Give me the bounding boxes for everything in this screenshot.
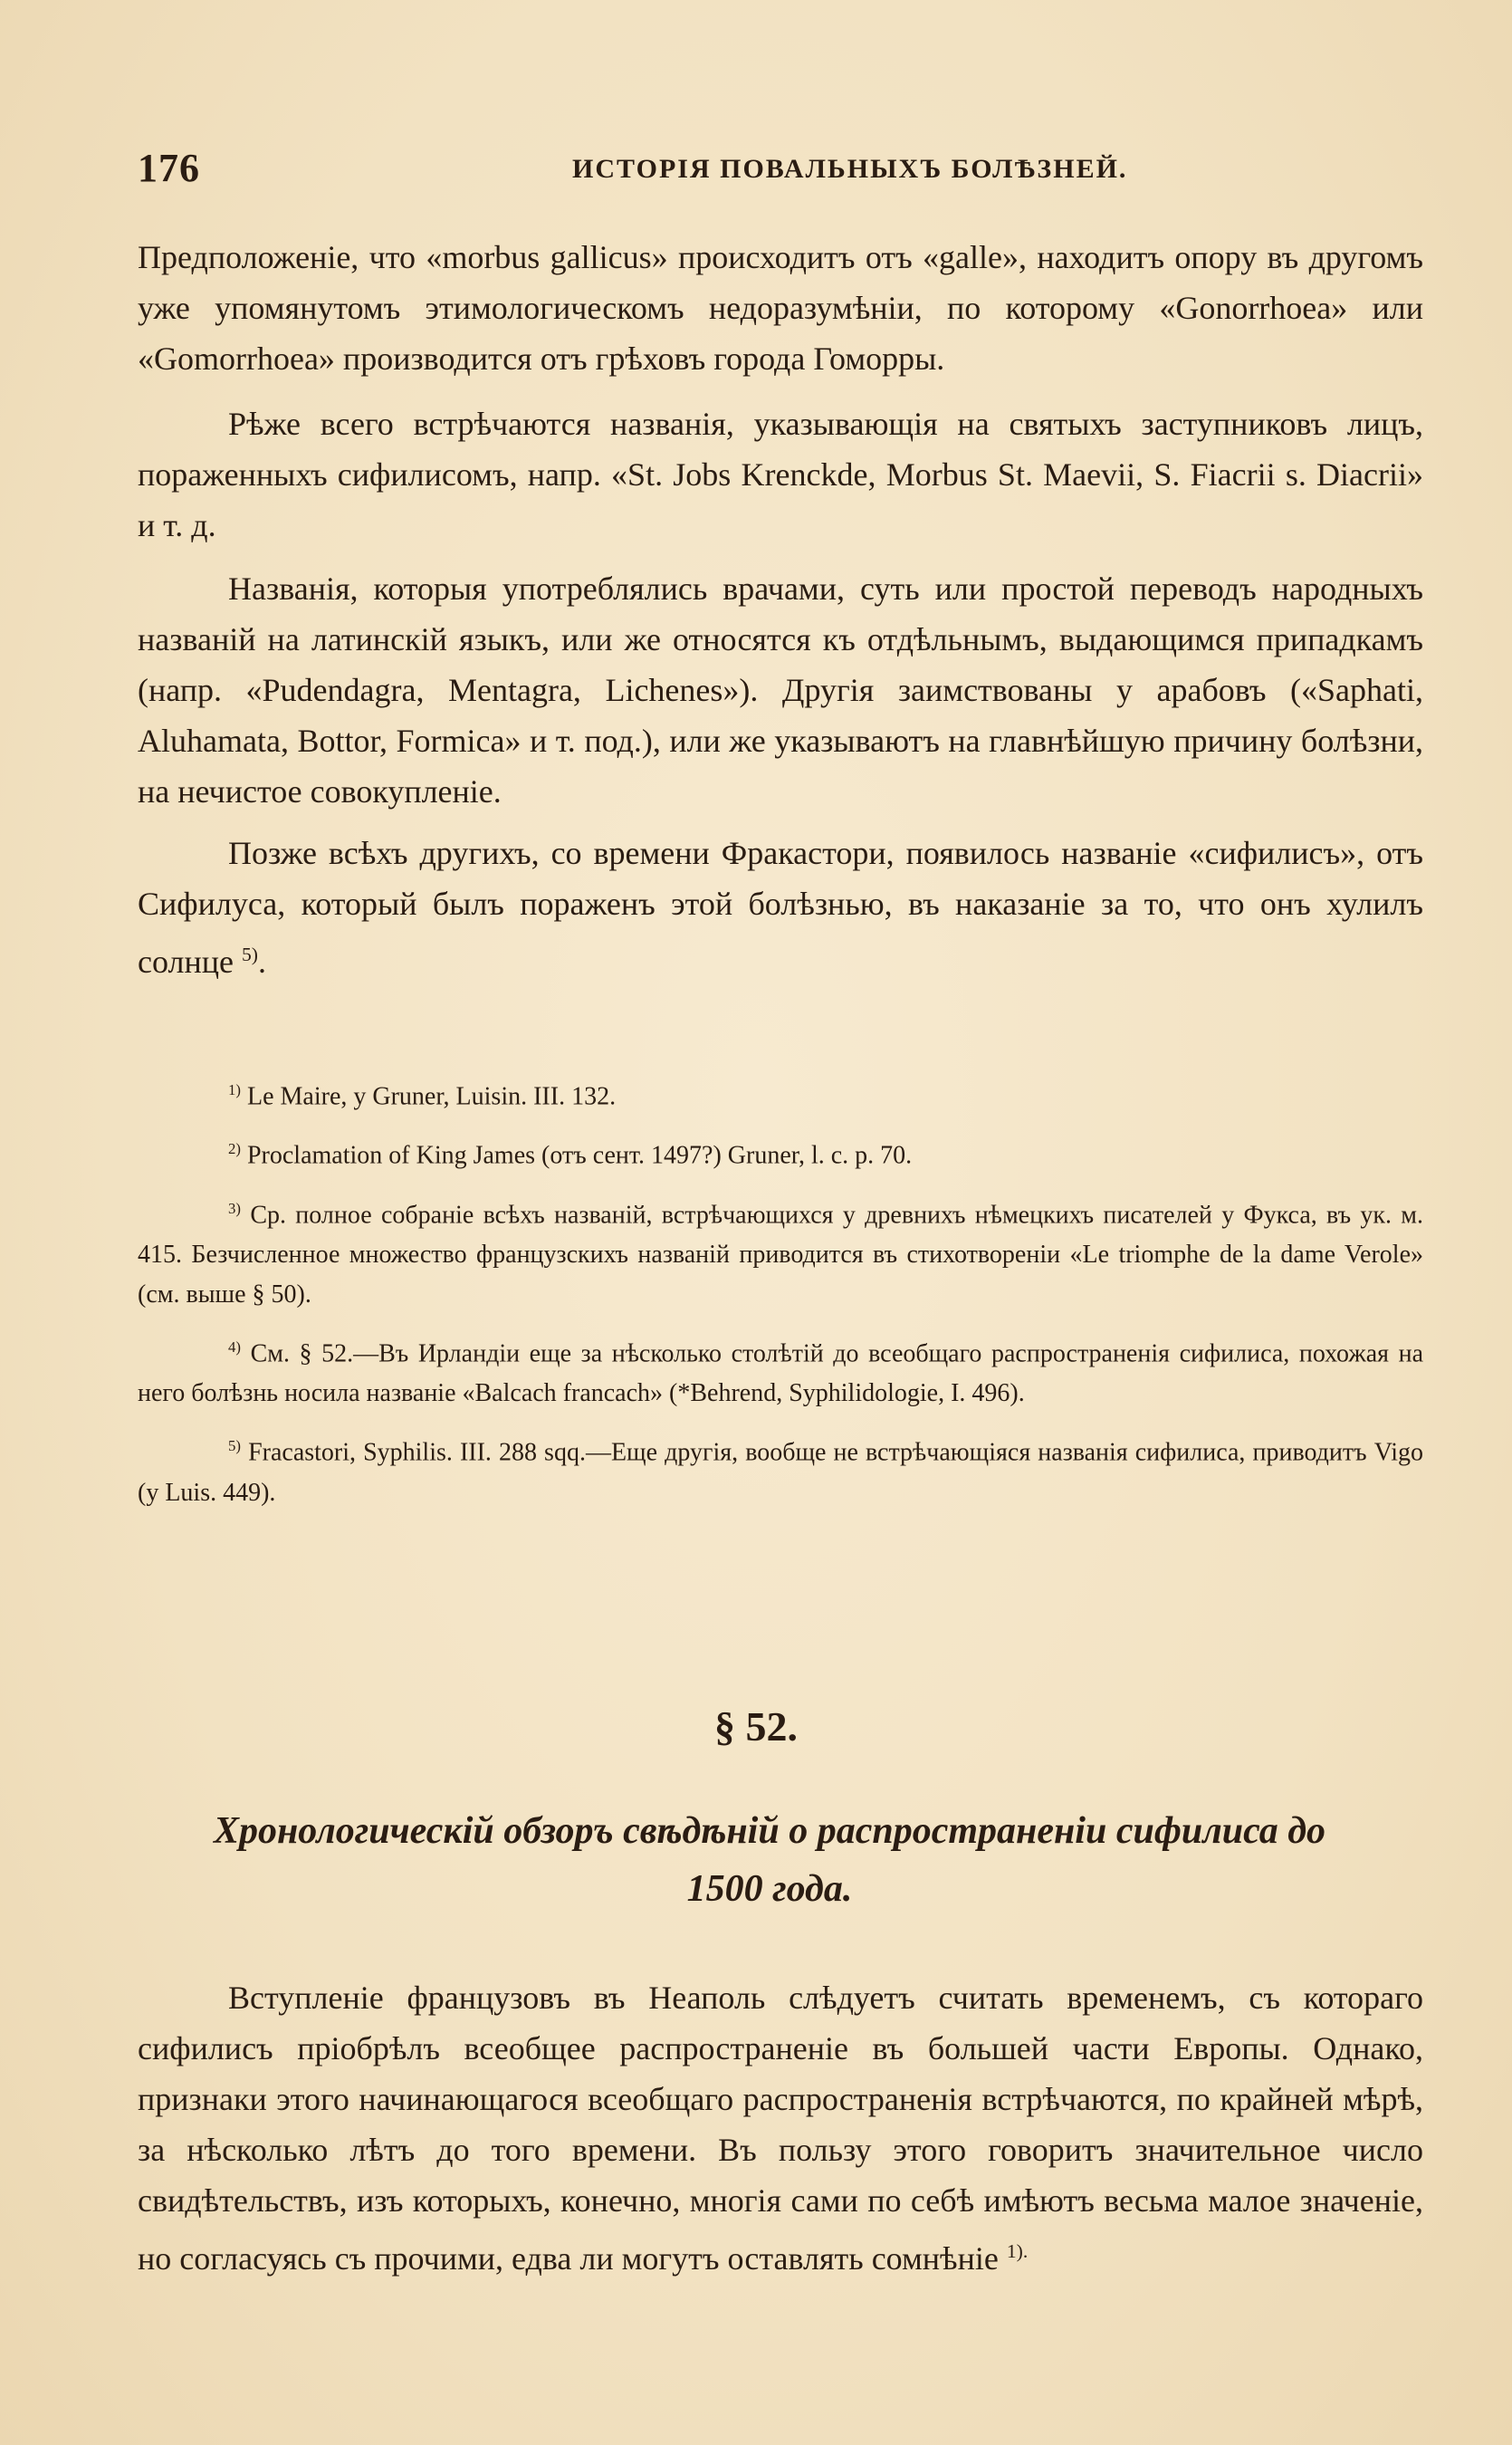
footnote-mark: 3) (228, 1199, 241, 1217)
footnote-text: Proclamation of King James (отъ сент. 1497?) Gruner, l. c. p. 70. (246, 1141, 913, 1170)
footnote-5 (138, 1426, 1423, 1512)
footnote-ref-5: 5) (241, 944, 258, 965)
paragraph-1 (138, 232, 1423, 384)
paragraph-2-text: Рѣже всего встрѣчаются названія, указывающія на святыхъ заступниковъ лицъ, пораженныхъ сифилисомъ, напр. «St. Jobs Krenckde, Morbus St. Maevii, S. Fiacrii s. Diacrii» и т. д. (138, 406, 1423, 543)
footnote-text: Ср. полное собраніе всѣхъ названій, встрѣчающихся у древнихъ нѣмецкихъ писателей у Фукса, въ ук. м. 415. Безчисленное множество французскихъ названій приводится въ стихотвореніи «Le triomphe de la dame Verole» (см. выше § 50). (138, 1200, 1424, 1309)
paragraph-4-text: Позже всѣхъ другихъ, со времени Фракастори, появилось названіе «сифилисъ», отъ Сифилуса, который былъ пораженъ этой болѣзнью, въ наказаніе за то, что онъ хулилъ солнце $^{5)}$. (138, 835, 1423, 980)
paragraph-3-text: Названія, которыя употреблялись врачами, суть или простой переводъ народныхъ названій на латинскій языкъ, или же относятся къ отдѣльнымъ, выдающимся припадкамъ (напр. «Pudendagra, Mentagra, Lichenes»). Другія заимствованы у арабовъ («Saphati, Aluhamata, Bottor, Formica» и т. под.), или же указываютъ на главнѣйшую причину болѣзни, на нечистое совокупленіе. (138, 570, 1423, 810)
section-title: Хронологическій обзоръ свѣдѣній о распространеніи сифилиса до 1500 года. (213, 1810, 1326, 1910)
footnote-mark: 1) (228, 1081, 241, 1098)
paragraph-1-text: Предположеніе, что «morbus gallicus» происходитъ отъ «galle», находитъ опору въ другомъ уже упомянутомъ этимологическомъ недоразумѣніи, по которому «Gonorrhoea» или «Gomorrhoea» производится отъ грѣховъ города Гоморры. (138, 239, 1423, 377)
footnotes (138, 1070, 1423, 1526)
footnote-text: Le Maire, у Gruner, Luisin. III. 132. (246, 1082, 617, 1111)
page-number: 176 (138, 146, 200, 190)
paragraph-4 (138, 828, 1423, 987)
footnote-ref-1: 1). (1006, 2240, 1029, 2262)
paragraph-5-body: Вступленіе французовъ въ Неаполь слѣдуетъ считать временемъ, съ которaго сифилисъ пріобрѣлъ всеобщее распространеніе въ большей части Европы. Однако, признаки этого начинающагося всеобщаго распространенія встрѣчаются, по крайней мѣрѣ, за нѣсколько лѣтъ до того времени. Въ пользу этого говоритъ значительное число свидѣтельствъ, изъ которыхъ, конечно, многія сами по себѣ имѣютъ весьма малое значеніе, но согласуясь съ прочими, едва ли могутъ оставлять сомнѣніе (138, 1980, 1423, 2277)
paragraph-5 (138, 1972, 1423, 2284)
footnote-2 (138, 1129, 1423, 1175)
footnote-text: См. § 52.—Въ Ирландіи еще за нѣсколько столѣтій до всеобщаго распространенія сифилиса, похожая на него болѣзнь носила названіе «Balcach francach» (*Behrend, Syphilidologie, I. 496). (138, 1339, 1424, 1408)
footnote-mark: 5) (228, 1437, 241, 1455)
paragraph-3 (138, 563, 1423, 817)
footnote-1 (138, 1070, 1423, 1117)
paragraph-4-body: Позже всѣхъ другихъ, со времени Фракастори, появилось названіе «сифилисъ», отъ Сифилуса, который былъ пораженъ этой болѣзнью, въ наказаніе за то, что онъ хулилъ солнце (138, 835, 1423, 980)
footnote-4 (138, 1328, 1423, 1414)
paragraph-2 (138, 398, 1423, 551)
paragraph-5-text (138, 1972, 1423, 2284)
footnote-mark: 4) (228, 1338, 241, 1356)
footnote-text: Fracastori, Syphilis. III. 288 sqq.—Еще другія, вообще не встрѣчающіяся названія сифилиса, приводитъ Vigo (у Luis. 449). (138, 1438, 1424, 1507)
section-number: § 52. (714, 1703, 798, 1750)
footnote-3 (138, 1189, 1423, 1315)
page-header (138, 145, 1423, 190)
running-head: ИСТОРІЯ ПОВАЛЬНЫХЪ БОЛѢЗНЕЙ. (572, 154, 1128, 184)
footnote-mark: 2) (228, 1140, 241, 1158)
